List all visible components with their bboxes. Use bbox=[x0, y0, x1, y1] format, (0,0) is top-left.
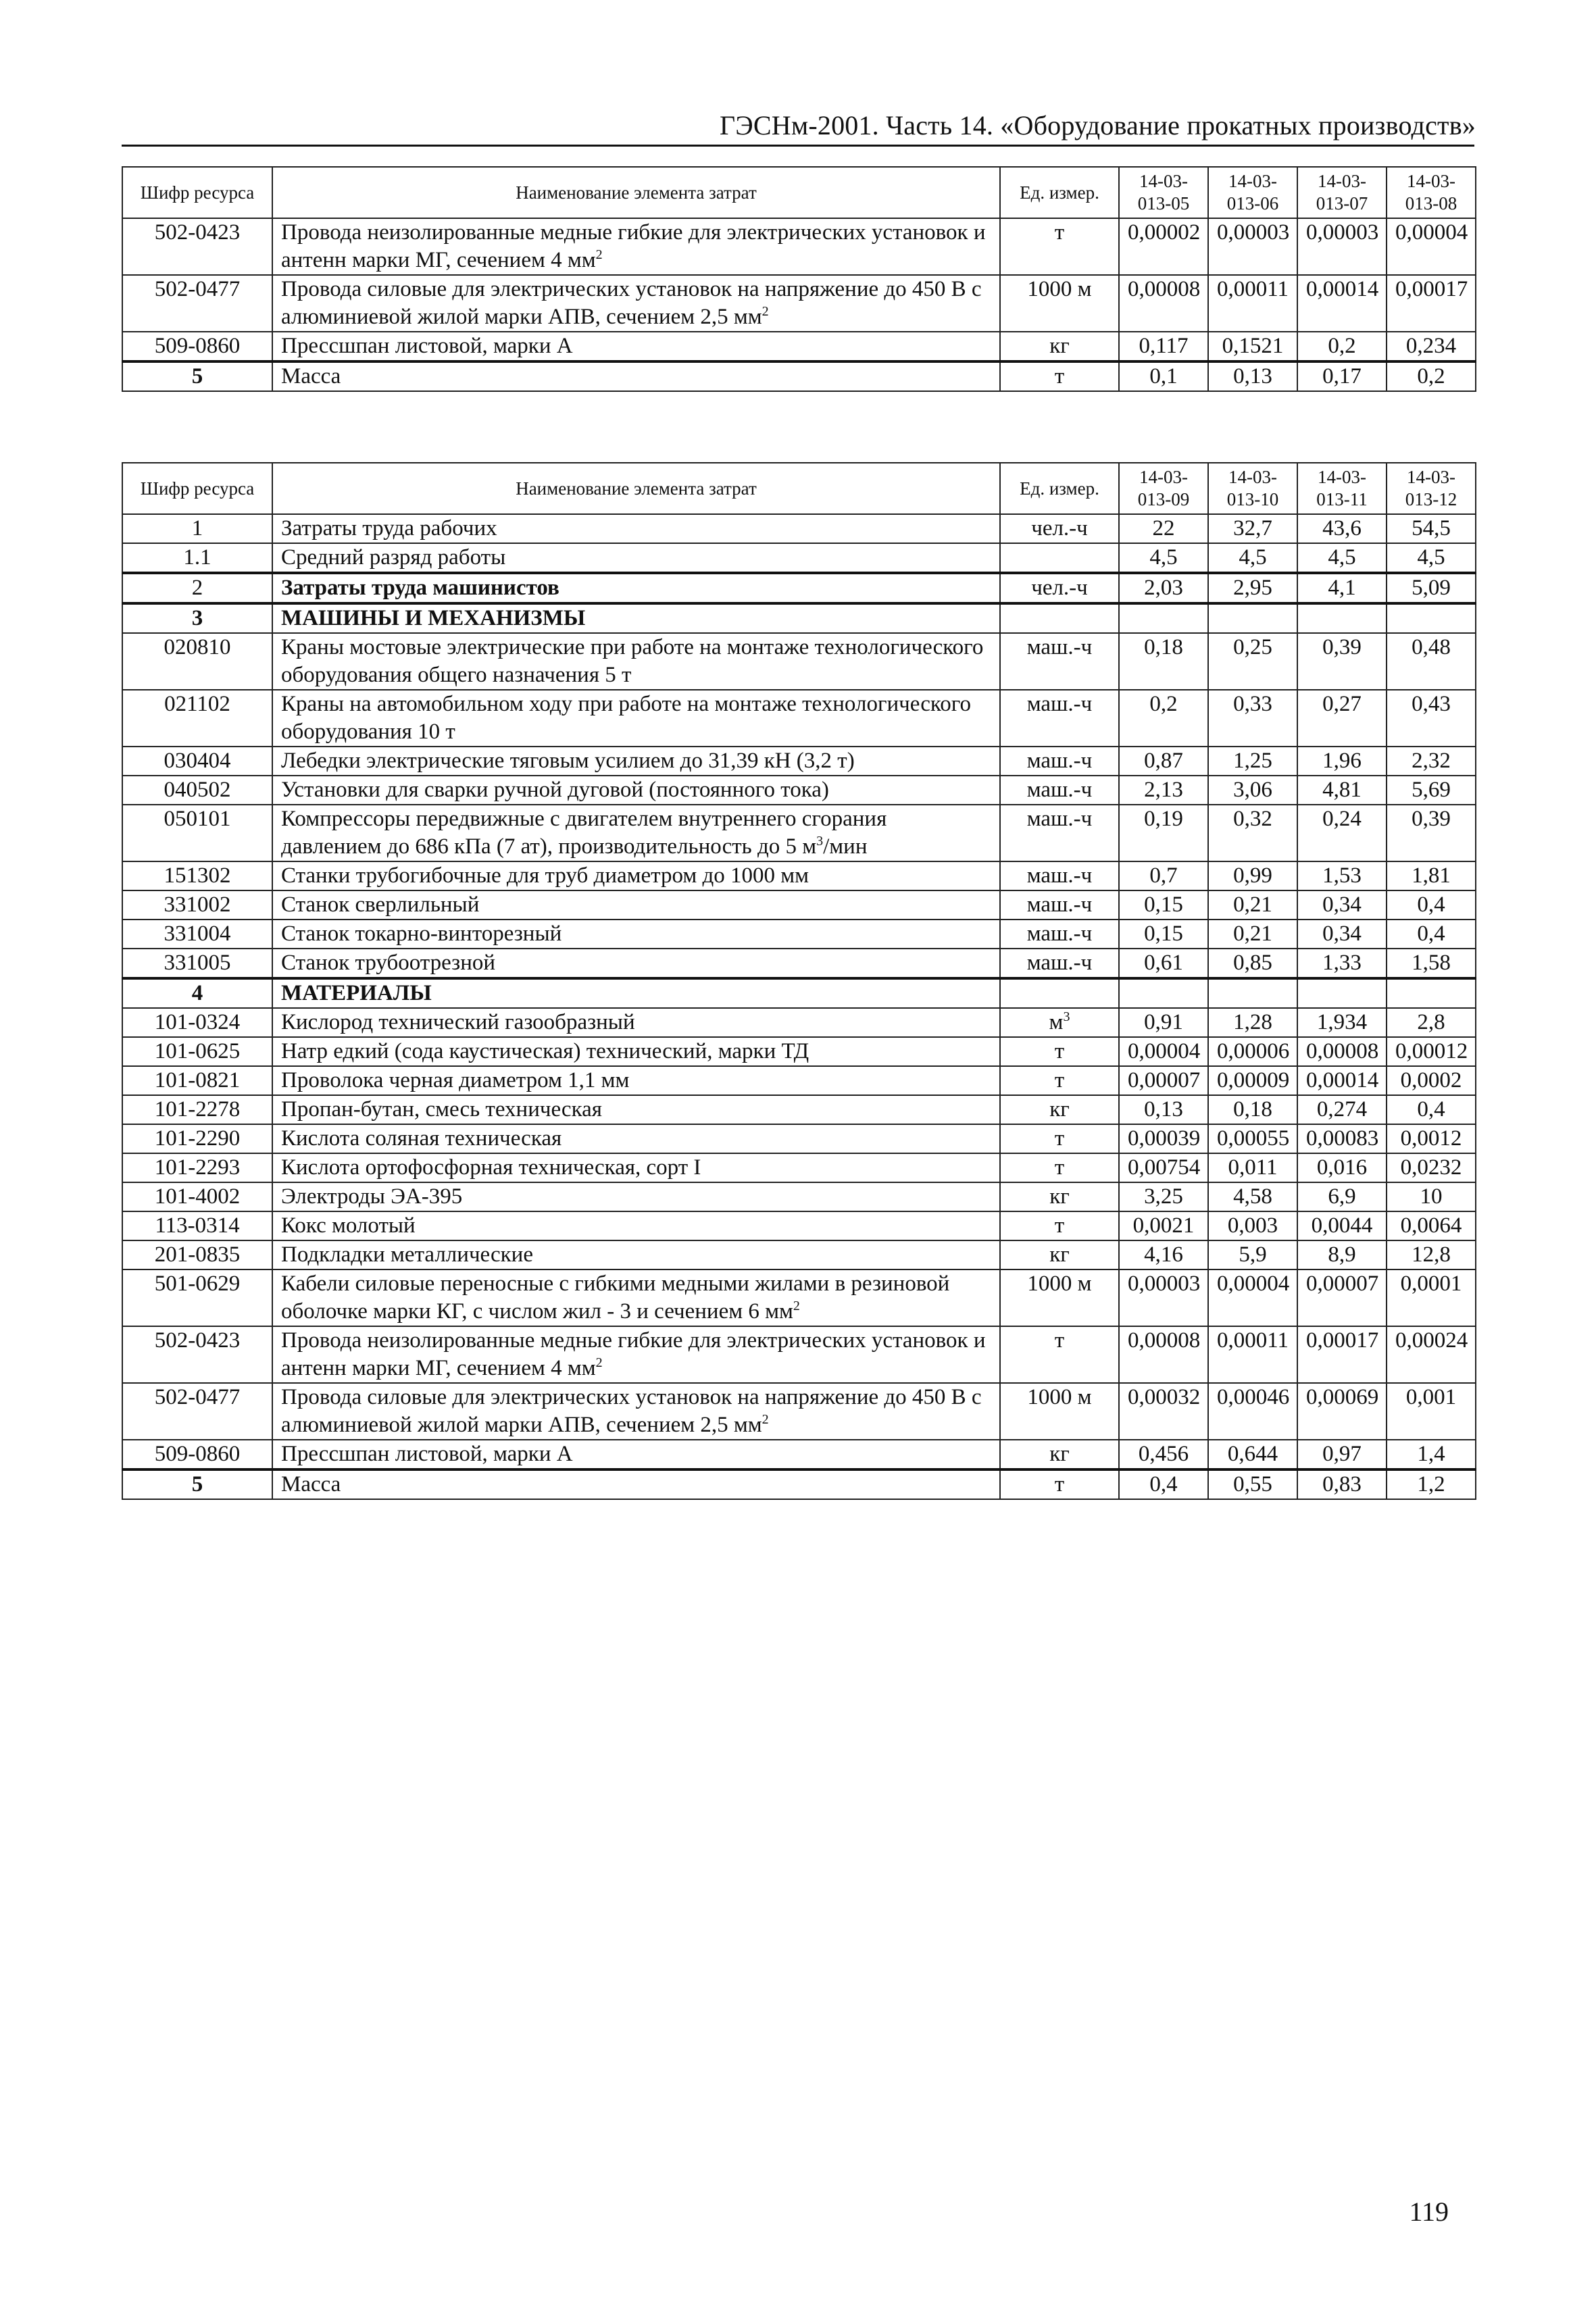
value-cell-v1: 0,61 bbox=[1119, 949, 1208, 978]
table-row bbox=[122, 332, 1476, 361]
resource-name-cell: Прессшпан листовой, марки А bbox=[272, 1440, 1000, 1469]
resource-name-cell: Краны мостовые электрические при работе на монтаже технологического оборудования общего назначения 5 т bbox=[272, 633, 1000, 690]
value-cell-v2: 0,00003 bbox=[1208, 218, 1297, 275]
table1-mass bbox=[122, 361, 1476, 391]
table-row bbox=[122, 1008, 1476, 1037]
value-cell-v1: 0,13 bbox=[1119, 1095, 1208, 1124]
empty-cell bbox=[1208, 603, 1297, 633]
table-row bbox=[122, 275, 1476, 332]
value-cell-v3: 0,00014 bbox=[1297, 1066, 1387, 1095]
table2-materials bbox=[122, 1008, 1476, 1469]
value-cell-v1: 0,456 bbox=[1119, 1440, 1208, 1469]
resource-code-cell: 113-0314 bbox=[122, 1211, 272, 1240]
resource-code-cell: 021102 bbox=[122, 690, 272, 747]
resource-name-cell: Масса bbox=[272, 1469, 1000, 1499]
value-cell-v1: 3,25 bbox=[1119, 1182, 1208, 1211]
value-cell-v3: 6,9 bbox=[1297, 1182, 1387, 1211]
value-cell-v1: 0,00754 bbox=[1119, 1153, 1208, 1182]
value-cell-v1: 2,13 bbox=[1119, 776, 1208, 805]
value-cell-v1: 0,15 bbox=[1119, 890, 1208, 920]
table-row bbox=[122, 920, 1476, 949]
value-cell-v3: 0,00007 bbox=[1297, 1269, 1387, 1326]
value-cell-v1: 22 bbox=[1119, 514, 1208, 543]
resource-name-cell: Компрессоры передвижные с двигателем внутреннего сгорания давлением до 686 кПа (7 ат), производительность до 5 $м^3$/мин bbox=[272, 805, 1000, 861]
empty-cell bbox=[1297, 603, 1387, 633]
unit-cell: т bbox=[1000, 1124, 1119, 1153]
value-cell-v4: 0,48 bbox=[1387, 633, 1476, 690]
table-row bbox=[122, 776, 1476, 805]
table-row bbox=[122, 1240, 1476, 1269]
value-cell-v1: 0,00002 bbox=[1119, 218, 1208, 275]
table-row bbox=[122, 1153, 1476, 1182]
value-cell-v1: 2,03 bbox=[1119, 573, 1208, 603]
column-header-v1: 14-03-013-09 bbox=[1119, 463, 1208, 514]
value-cell-v2: 0,00009 bbox=[1208, 1066, 1297, 1095]
value-cell-v1: 0,00032 bbox=[1119, 1383, 1208, 1440]
table2-machines-section bbox=[122, 603, 1476, 633]
value-cell-v1: 0,2 bbox=[1119, 690, 1208, 747]
unit-cell: 1000 м bbox=[1000, 1269, 1119, 1326]
table-row bbox=[122, 1269, 1476, 1326]
value-cell-v2: 3,06 bbox=[1208, 776, 1297, 805]
value-cell-v4: 0,00012 bbox=[1387, 1037, 1476, 1066]
column-header-v2: 14-03-013-06 bbox=[1208, 167, 1297, 218]
value-cell-v1: 0,15 bbox=[1119, 920, 1208, 949]
resource-code-cell: 502-0423 bbox=[122, 1326, 272, 1383]
table-header-row bbox=[122, 463, 1476, 514]
value-cell-v1: 0,7 bbox=[1119, 861, 1208, 890]
resource-name-cell: Провода силовые для электрических установок на напряжение до 450 В с алюминиевой жилой марки АПВ, сечением 2,5 $мм^2$ bbox=[272, 275, 1000, 332]
resource-name-cell: Кокс молотый bbox=[272, 1211, 1000, 1240]
value-cell-v3: 0,83 bbox=[1297, 1469, 1387, 1499]
resource-code-cell: 331002 bbox=[122, 890, 272, 920]
resource-name-cell: Установки для сварки ручной дуговой (постоянного тока) bbox=[272, 776, 1000, 805]
table-row bbox=[122, 1211, 1476, 1240]
value-cell-v4: 1,58 bbox=[1387, 949, 1476, 978]
unit-cell: маш.-ч bbox=[1000, 861, 1119, 890]
resource-code-cell: 050101 bbox=[122, 805, 272, 861]
resource-code-cell: 509-0860 bbox=[122, 332, 272, 361]
resource-name-cell: Станок токарно-винторезный bbox=[272, 920, 1000, 949]
value-cell-v2: 0,00006 bbox=[1208, 1037, 1297, 1066]
value-cell-v3: 0,00083 bbox=[1297, 1124, 1387, 1153]
column-header-code: Шифр ресурса bbox=[122, 463, 272, 514]
unit-cell: чел.-ч bbox=[1000, 573, 1119, 603]
value-cell-v3: 1,934 bbox=[1297, 1008, 1387, 1037]
value-cell-v1: 4,16 bbox=[1119, 1240, 1208, 1269]
table1-body bbox=[122, 218, 1476, 361]
resource-code-cell: 5 bbox=[122, 361, 272, 391]
value-cell-v2: 2,95 bbox=[1208, 573, 1297, 603]
unit-cell: т bbox=[1000, 1066, 1119, 1095]
value-cell-v2: 4,5 bbox=[1208, 543, 1297, 573]
table-row bbox=[122, 1124, 1476, 1153]
table-row bbox=[122, 361, 1476, 391]
column-header-v4: 14-03-013-08 bbox=[1387, 167, 1476, 218]
unit-cell: 1000 м bbox=[1000, 1383, 1119, 1440]
value-cell-v3: 0,34 bbox=[1297, 890, 1387, 920]
table-row bbox=[122, 805, 1476, 861]
column-header-v1: 14-03-013-05 bbox=[1119, 167, 1208, 218]
resource-code-cell: 101-0324 bbox=[122, 1008, 272, 1037]
unit-cell: 1000 м bbox=[1000, 275, 1119, 332]
resource-table-2 bbox=[122, 462, 1476, 1500]
column-header-v2: 14-03-013-10 bbox=[1208, 463, 1297, 514]
value-cell-v3: 0,0044 bbox=[1297, 1211, 1387, 1240]
value-cell-v4: 0,43 bbox=[1387, 690, 1476, 747]
table-row bbox=[122, 690, 1476, 747]
unit-cell: кг bbox=[1000, 1095, 1119, 1124]
unit-cell: маш.-ч bbox=[1000, 920, 1119, 949]
column-header-unit: Ед. измер. bbox=[1000, 463, 1119, 514]
value-cell-v3: 0,00014 bbox=[1297, 275, 1387, 332]
section-code-cell: 4 bbox=[122, 978, 272, 1008]
value-cell-v3: 0,274 bbox=[1297, 1095, 1387, 1124]
value-cell-v4: 54,5 bbox=[1387, 514, 1476, 543]
unit-cell: кг bbox=[1000, 1182, 1119, 1211]
table2-labor bbox=[122, 514, 1476, 573]
value-cell-v4: 1,4 bbox=[1387, 1440, 1476, 1469]
resource-name-cell: Пропан-бутан, смесь техническая bbox=[272, 1095, 1000, 1124]
table-row bbox=[122, 543, 1476, 573]
value-cell-v3: 0,00069 bbox=[1297, 1383, 1387, 1440]
value-cell-v4: 1,81 bbox=[1387, 861, 1476, 890]
value-cell-v2: 0,1521 bbox=[1208, 332, 1297, 361]
value-cell-v4: 0,0064 bbox=[1387, 1211, 1476, 1240]
value-cell-v1: 4,5 bbox=[1119, 543, 1208, 573]
value-cell-v4: 0,234 bbox=[1387, 332, 1476, 361]
resource-code-cell: 331005 bbox=[122, 949, 272, 978]
empty-cell bbox=[1387, 978, 1476, 1008]
value-cell-v3: 0,2 bbox=[1297, 332, 1387, 361]
value-cell-v1: 0,4 bbox=[1119, 1469, 1208, 1499]
resource-name-cell: Кабели силовые переносные с гибкими медными жилами в резиновой оболочке марки КГ, с числом жил - 3 и сечением 6 $мм^2$ bbox=[272, 1269, 1000, 1326]
page-header-title: ГЭСНм-2001. Часть 14. «Оборудование прокатных производств» bbox=[719, 110, 1476, 141]
resource-code-cell: 502-0477 bbox=[122, 1383, 272, 1440]
unit-cell: маш.-ч bbox=[1000, 633, 1119, 690]
value-cell-v3: 4,5 bbox=[1297, 543, 1387, 573]
resource-code-cell: 101-0821 bbox=[122, 1066, 272, 1095]
unit-cell: чел.-ч bbox=[1000, 514, 1119, 543]
unit-cell: маш.-ч bbox=[1000, 776, 1119, 805]
value-cell-v3: 0,39 bbox=[1297, 633, 1387, 690]
table-row bbox=[122, 1469, 1476, 1499]
resource-name-cell: Станки трубогибочные для труб диаметром до 1000 мм bbox=[272, 861, 1000, 890]
empty-cell bbox=[1119, 978, 1208, 1008]
value-cell-v2: 0,99 bbox=[1208, 861, 1297, 890]
resource-name-cell: Станок сверлильный bbox=[272, 890, 1000, 920]
value-cell-v2: 0,003 bbox=[1208, 1211, 1297, 1240]
value-cell-v2: 5,9 bbox=[1208, 1240, 1297, 1269]
empty-cell bbox=[1387, 603, 1476, 633]
unit-cell: т bbox=[1000, 1326, 1119, 1383]
unit-cell: $м^3$ bbox=[1000, 1008, 1119, 1037]
value-cell-v2: 0,00004 bbox=[1208, 1269, 1297, 1326]
value-cell-v1: 0,18 bbox=[1119, 633, 1208, 690]
value-cell-v4: 0,4 bbox=[1387, 890, 1476, 920]
section-title-cell: МАШИНЫ И МЕХАНИЗМЫ bbox=[272, 603, 1000, 633]
resource-code-cell: 101-2293 bbox=[122, 1153, 272, 1182]
value-cell-v3: 0,27 bbox=[1297, 690, 1387, 747]
value-cell-v3: 1,33 bbox=[1297, 949, 1387, 978]
table2-mass bbox=[122, 1469, 1476, 1499]
resource-name-cell: Станок трубоотрезной bbox=[272, 949, 1000, 978]
resource-code-cell: 5 bbox=[122, 1469, 272, 1499]
unit-cell: т bbox=[1000, 1469, 1119, 1499]
value-cell-v2: 0,00011 bbox=[1208, 1326, 1297, 1383]
value-cell-v1: 0,00008 bbox=[1119, 275, 1208, 332]
section-heading-row bbox=[122, 603, 1476, 633]
unit-cell: т bbox=[1000, 1037, 1119, 1066]
unit-cell: кг bbox=[1000, 1240, 1119, 1269]
value-cell-v1: 0,00039 bbox=[1119, 1124, 1208, 1153]
value-cell-v3: 0,17 bbox=[1297, 361, 1387, 391]
value-cell-v1: 0,00003 bbox=[1119, 1269, 1208, 1326]
table-row bbox=[122, 1326, 1476, 1383]
column-header-name: Наименование элемента затрат bbox=[272, 167, 1000, 218]
resource-code-cell: 331004 bbox=[122, 920, 272, 949]
value-cell-v4: 2,32 bbox=[1387, 747, 1476, 776]
value-cell-v3: 0,00008 bbox=[1297, 1037, 1387, 1066]
table-row bbox=[122, 218, 1476, 275]
value-cell-v4: 0,00024 bbox=[1387, 1326, 1476, 1383]
value-cell-v4: 12,8 bbox=[1387, 1240, 1476, 1269]
value-cell-v2: 0,644 bbox=[1208, 1440, 1297, 1469]
value-cell-v4: 10 bbox=[1387, 1182, 1476, 1211]
table-row bbox=[122, 861, 1476, 890]
unit-cell: т bbox=[1000, 1211, 1119, 1240]
value-cell-v1: 0,91 bbox=[1119, 1008, 1208, 1037]
table-row bbox=[122, 949, 1476, 978]
table-row bbox=[122, 747, 1476, 776]
section-heading-row bbox=[122, 978, 1476, 1008]
value-cell-v1: 0,1 bbox=[1119, 361, 1208, 391]
resource-code-cell: 1 bbox=[122, 514, 272, 543]
page-number: 119 bbox=[1409, 2196, 1449, 2227]
value-cell-v4: 0,39 bbox=[1387, 805, 1476, 861]
unit-cell: маш.-ч bbox=[1000, 890, 1119, 920]
value-cell-v3: 0,00017 bbox=[1297, 1326, 1387, 1383]
value-cell-v2: 0,55 bbox=[1208, 1469, 1297, 1499]
resource-name-cell: Средний разряд работы bbox=[272, 543, 1000, 573]
table-row bbox=[122, 573, 1476, 603]
unit-cell: кг bbox=[1000, 1440, 1119, 1469]
value-cell-v2: 0,21 bbox=[1208, 920, 1297, 949]
resource-name-cell: Прессшпан листовой, марки А bbox=[272, 332, 1000, 361]
value-cell-v4: 0,4 bbox=[1387, 1095, 1476, 1124]
resource-name-cell: Лебедки электрические тяговым усилием до 31,39 кН (3,2 т) bbox=[272, 747, 1000, 776]
value-cell-v2: 0,13 bbox=[1208, 361, 1297, 391]
table2-machines bbox=[122, 633, 1476, 978]
value-cell-v2: 0,33 bbox=[1208, 690, 1297, 747]
resource-name-cell: Провода силовые для электрических установок на напряжение до 450 В с алюминиевой жилой марки АПВ, сечением 2,5 $мм^2$ bbox=[272, 1383, 1000, 1440]
table-row bbox=[122, 1095, 1476, 1124]
resource-name-cell: Подкладки металлические bbox=[272, 1240, 1000, 1269]
resource-code-cell: 502-0423 bbox=[122, 218, 272, 275]
value-cell-v1: 0,117 bbox=[1119, 332, 1208, 361]
table-row bbox=[122, 1066, 1476, 1095]
resource-code-cell: 020810 bbox=[122, 633, 272, 690]
value-cell-v4: 0,0002 bbox=[1387, 1066, 1476, 1095]
value-cell-v1: 0,00008 bbox=[1119, 1326, 1208, 1383]
resource-name-cell: Краны на автомобильном ходу при работе на монтаже технологического оборудования 10 т bbox=[272, 690, 1000, 747]
value-cell-v3: 0,24 bbox=[1297, 805, 1387, 861]
value-cell-v2: 0,00055 bbox=[1208, 1124, 1297, 1153]
resource-name-cell: Проволока черная диаметром 1,1 мм bbox=[272, 1066, 1000, 1095]
empty-cell bbox=[1208, 978, 1297, 1008]
resource-code-cell: 101-0625 bbox=[122, 1037, 272, 1066]
resource-table-1 bbox=[122, 166, 1476, 392]
column-header-v4: 14-03-013-12 bbox=[1387, 463, 1476, 514]
section-code-cell: 3 bbox=[122, 603, 272, 633]
empty-cell bbox=[1000, 603, 1119, 633]
value-cell-v3: 0,016 bbox=[1297, 1153, 1387, 1182]
value-cell-v4: 0,0001 bbox=[1387, 1269, 1476, 1326]
value-cell-v2: 0,00011 bbox=[1208, 275, 1297, 332]
value-cell-v2: 0,32 bbox=[1208, 805, 1297, 861]
value-cell-v3: 8,9 bbox=[1297, 1240, 1387, 1269]
resource-code-cell: 040502 bbox=[122, 776, 272, 805]
value-cell-v4: 0,0012 bbox=[1387, 1124, 1476, 1153]
table-row bbox=[122, 633, 1476, 690]
resource-code-cell: 101-2290 bbox=[122, 1124, 272, 1153]
table-row bbox=[122, 1440, 1476, 1469]
resource-code-cell: 030404 bbox=[122, 747, 272, 776]
table2-machinists bbox=[122, 573, 1476, 603]
value-cell-v2: 1,28 bbox=[1208, 1008, 1297, 1037]
unit-cell: т bbox=[1000, 218, 1119, 275]
value-cell-v2: 0,85 bbox=[1208, 949, 1297, 978]
empty-cell bbox=[1297, 978, 1387, 1008]
value-cell-v2: 0,18 bbox=[1208, 1095, 1297, 1124]
resource-name-cell: Кислород технический газообразный bbox=[272, 1008, 1000, 1037]
value-cell-v3: 43,6 bbox=[1297, 514, 1387, 543]
empty-cell bbox=[1119, 603, 1208, 633]
value-cell-v4: 5,69 bbox=[1387, 776, 1476, 805]
value-cell-v1: 0,19 bbox=[1119, 805, 1208, 861]
table-row bbox=[122, 514, 1476, 543]
value-cell-v2: 32,7 bbox=[1208, 514, 1297, 543]
value-cell-v2: 0,011 bbox=[1208, 1153, 1297, 1182]
section-title-cell: МАТЕРИАЛЫ bbox=[272, 978, 1000, 1008]
value-cell-v4: 4,5 bbox=[1387, 543, 1476, 573]
value-cell-v4: 0,00004 bbox=[1387, 218, 1476, 275]
value-cell-v2: 1,25 bbox=[1208, 747, 1297, 776]
resource-code-cell: 101-4002 bbox=[122, 1182, 272, 1211]
column-header-unit: Ед. измер. bbox=[1000, 167, 1119, 218]
value-cell-v4: 1,2 bbox=[1387, 1469, 1476, 1499]
value-cell-v4: 5,09 bbox=[1387, 573, 1476, 603]
value-cell-v4: 0,00017 bbox=[1387, 275, 1476, 332]
unit-cell: маш.-ч bbox=[1000, 690, 1119, 747]
resource-name-cell: Кислота соляная техническая bbox=[272, 1124, 1000, 1153]
column-header-code: Шифр ресурса bbox=[122, 167, 272, 218]
table-row bbox=[122, 890, 1476, 920]
value-cell-v2: 4,58 bbox=[1208, 1182, 1297, 1211]
value-cell-v3: 4,81 bbox=[1297, 776, 1387, 805]
resource-code-cell: 502-0477 bbox=[122, 275, 272, 332]
value-cell-v4: 0,001 bbox=[1387, 1383, 1476, 1440]
unit-cell: т bbox=[1000, 1153, 1119, 1182]
resource-name-cell: Провода неизолированные медные гибкие для электрических установок и антенн марки МГ, сечением 4 $мм^2$ bbox=[272, 1326, 1000, 1383]
value-cell-v2: 0,00046 bbox=[1208, 1383, 1297, 1440]
value-cell-v1: 0,00007 bbox=[1119, 1066, 1208, 1095]
value-cell-v1: 0,87 bbox=[1119, 747, 1208, 776]
value-cell-v2: 0,21 bbox=[1208, 890, 1297, 920]
resource-name-cell: Натр едкий (сода каустическая) технический, марки ТД bbox=[272, 1037, 1000, 1066]
resource-code-cell: 501-0629 bbox=[122, 1269, 272, 1326]
column-header-name: Наименование элемента затрат bbox=[272, 463, 1000, 514]
resource-name-cell: Электроды ЭА-395 bbox=[272, 1182, 1000, 1211]
unit-cell: маш.-ч bbox=[1000, 747, 1119, 776]
resource-name-cell: Кислота ортофосфорная техническая, сорт I bbox=[272, 1153, 1000, 1182]
table-row bbox=[122, 1383, 1476, 1440]
table-header-row bbox=[122, 167, 1476, 218]
value-cell-v3: 0,97 bbox=[1297, 1440, 1387, 1469]
value-cell-v3: 0,34 bbox=[1297, 920, 1387, 949]
resource-code-cell: 201-0835 bbox=[122, 1240, 272, 1269]
empty-cell bbox=[1000, 978, 1119, 1008]
unit-cell: кг bbox=[1000, 332, 1119, 361]
value-cell-v2: 0,25 bbox=[1208, 633, 1297, 690]
value-cell-v4: 0,4 bbox=[1387, 920, 1476, 949]
header-rule bbox=[122, 145, 1474, 147]
resource-code-cell: 151302 bbox=[122, 861, 272, 890]
value-cell-v1: 0,0021 bbox=[1119, 1211, 1208, 1240]
value-cell-v3: 0,00003 bbox=[1297, 218, 1387, 275]
table2-materials-section bbox=[122, 978, 1476, 1008]
value-cell-v3: 4,1 bbox=[1297, 573, 1387, 603]
value-cell-v4: 0,2 bbox=[1387, 361, 1476, 391]
table-row bbox=[122, 1037, 1476, 1066]
resource-code-cell: 2 bbox=[122, 573, 272, 603]
unit-cell bbox=[1000, 543, 1119, 573]
resource-name-cell: Затраты труда рабочих bbox=[272, 514, 1000, 543]
unit-cell: маш.-ч bbox=[1000, 805, 1119, 861]
resource-name-cell: Затраты труда машинистов bbox=[272, 573, 1000, 603]
value-cell-v1: 0,00004 bbox=[1119, 1037, 1208, 1066]
value-cell-v4: 0,0232 bbox=[1387, 1153, 1476, 1182]
table-row bbox=[122, 1182, 1476, 1211]
resource-name-cell: Провода неизолированные медные гибкие для электрических установок и антенн марки МГ, сечением 4 $мм^2$ bbox=[272, 218, 1000, 275]
resource-name-cell: Масса bbox=[272, 361, 1000, 391]
value-cell-v3: 1,53 bbox=[1297, 861, 1387, 890]
unit-cell: т bbox=[1000, 361, 1119, 391]
resource-code-cell: 101-2278 bbox=[122, 1095, 272, 1124]
value-cell-v3: 1,96 bbox=[1297, 747, 1387, 776]
unit-cell: маш.-ч bbox=[1000, 949, 1119, 978]
value-cell-v4: 2,8 bbox=[1387, 1008, 1476, 1037]
column-header-v3: 14-03-013-07 bbox=[1297, 167, 1387, 218]
resource-code-cell: 509-0860 bbox=[122, 1440, 272, 1469]
resource-code-cell: 1.1 bbox=[122, 543, 272, 573]
column-header-v3: 14-03-013-11 bbox=[1297, 463, 1387, 514]
